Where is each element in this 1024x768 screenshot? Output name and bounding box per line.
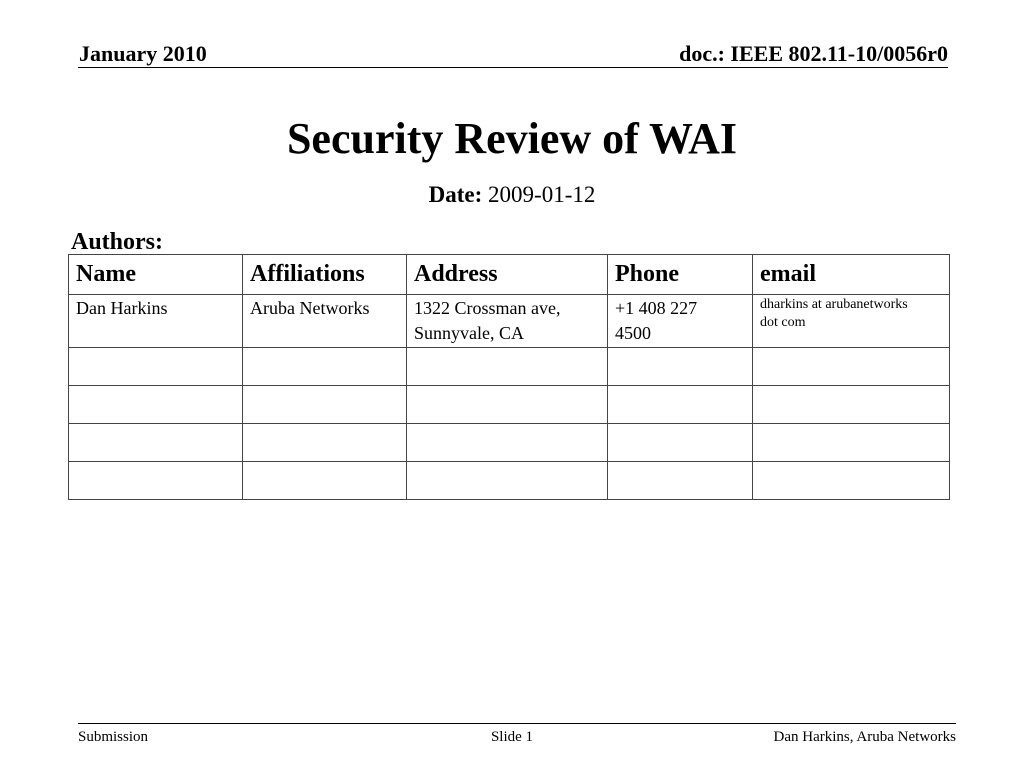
author-address <box>407 295 608 348</box>
header-doc-id: doc.: IEEE 802.11-10/0056r0 <box>679 41 948 66</box>
date-line <box>0 180 1024 210</box>
footer-author: Dan Harkins, Aruba Networks <box>773 729 956 745</box>
table-row <box>69 295 950 348</box>
table-cell <box>69 424 243 462</box>
table-cell <box>243 348 407 386</box>
footer-slide-number: Slide 1 <box>490 729 534 745</box>
date-label: Date: <box>428 182 483 207</box>
table-cell <box>407 348 608 386</box>
table-cell <box>243 386 407 424</box>
table-cell <box>608 462 753 500</box>
table-cell <box>243 462 407 500</box>
table-cell <box>243 424 407 462</box>
author-phone <box>608 295 753 348</box>
author-address-line-2: Sunnyvale, CA <box>414 323 524 343</box>
table-cell <box>608 386 753 424</box>
author-phone-line-1: +1 408 227 <box>615 298 698 318</box>
table-cell <box>753 424 950 462</box>
author-phone-line-2: 4500 <box>615 323 651 343</box>
footer-divider <box>78 723 956 724</box>
date-value: 2009-01-12 <box>488 182 596 207</box>
table-cell <box>69 386 243 424</box>
authors-table <box>68 254 950 500</box>
column-header-phone: Phone <box>608 255 753 295</box>
author-name: Dan Harkins <box>69 295 243 348</box>
footer-submission: Submission <box>78 729 149 745</box>
author-affiliation: Aruba Networks <box>243 295 407 348</box>
author-email <box>753 295 950 348</box>
table-cell <box>608 348 753 386</box>
table-cell <box>407 424 608 462</box>
table-header-row <box>69 255 950 295</box>
slide-title: Security Review of WAI <box>286 114 738 163</box>
column-header-affiliations: Affiliations <box>243 255 407 295</box>
table-cell <box>608 424 753 462</box>
table-row <box>69 462 950 500</box>
table-cell <box>753 386 950 424</box>
authors-label: Authors: <box>71 229 164 255</box>
author-address-line-1: 1322 Crossman ave, <box>414 298 561 318</box>
column-header-email: email <box>753 255 950 295</box>
author-email-line-2: dot com <box>760 315 806 330</box>
table-row <box>69 386 950 424</box>
table-cell <box>69 348 243 386</box>
header-date: January 2010 <box>79 41 207 66</box>
table-row <box>69 424 950 462</box>
author-email-line-1: dharkins at arubanetworks <box>760 297 908 312</box>
table-cell <box>407 386 608 424</box>
table-cell <box>69 462 243 500</box>
table-cell <box>753 348 950 386</box>
table-cell <box>753 462 950 500</box>
table-cell <box>407 462 608 500</box>
column-header-name: Name <box>69 255 243 295</box>
column-header-address: Address <box>407 255 608 295</box>
header-divider <box>78 67 948 68</box>
table-row <box>69 348 950 386</box>
